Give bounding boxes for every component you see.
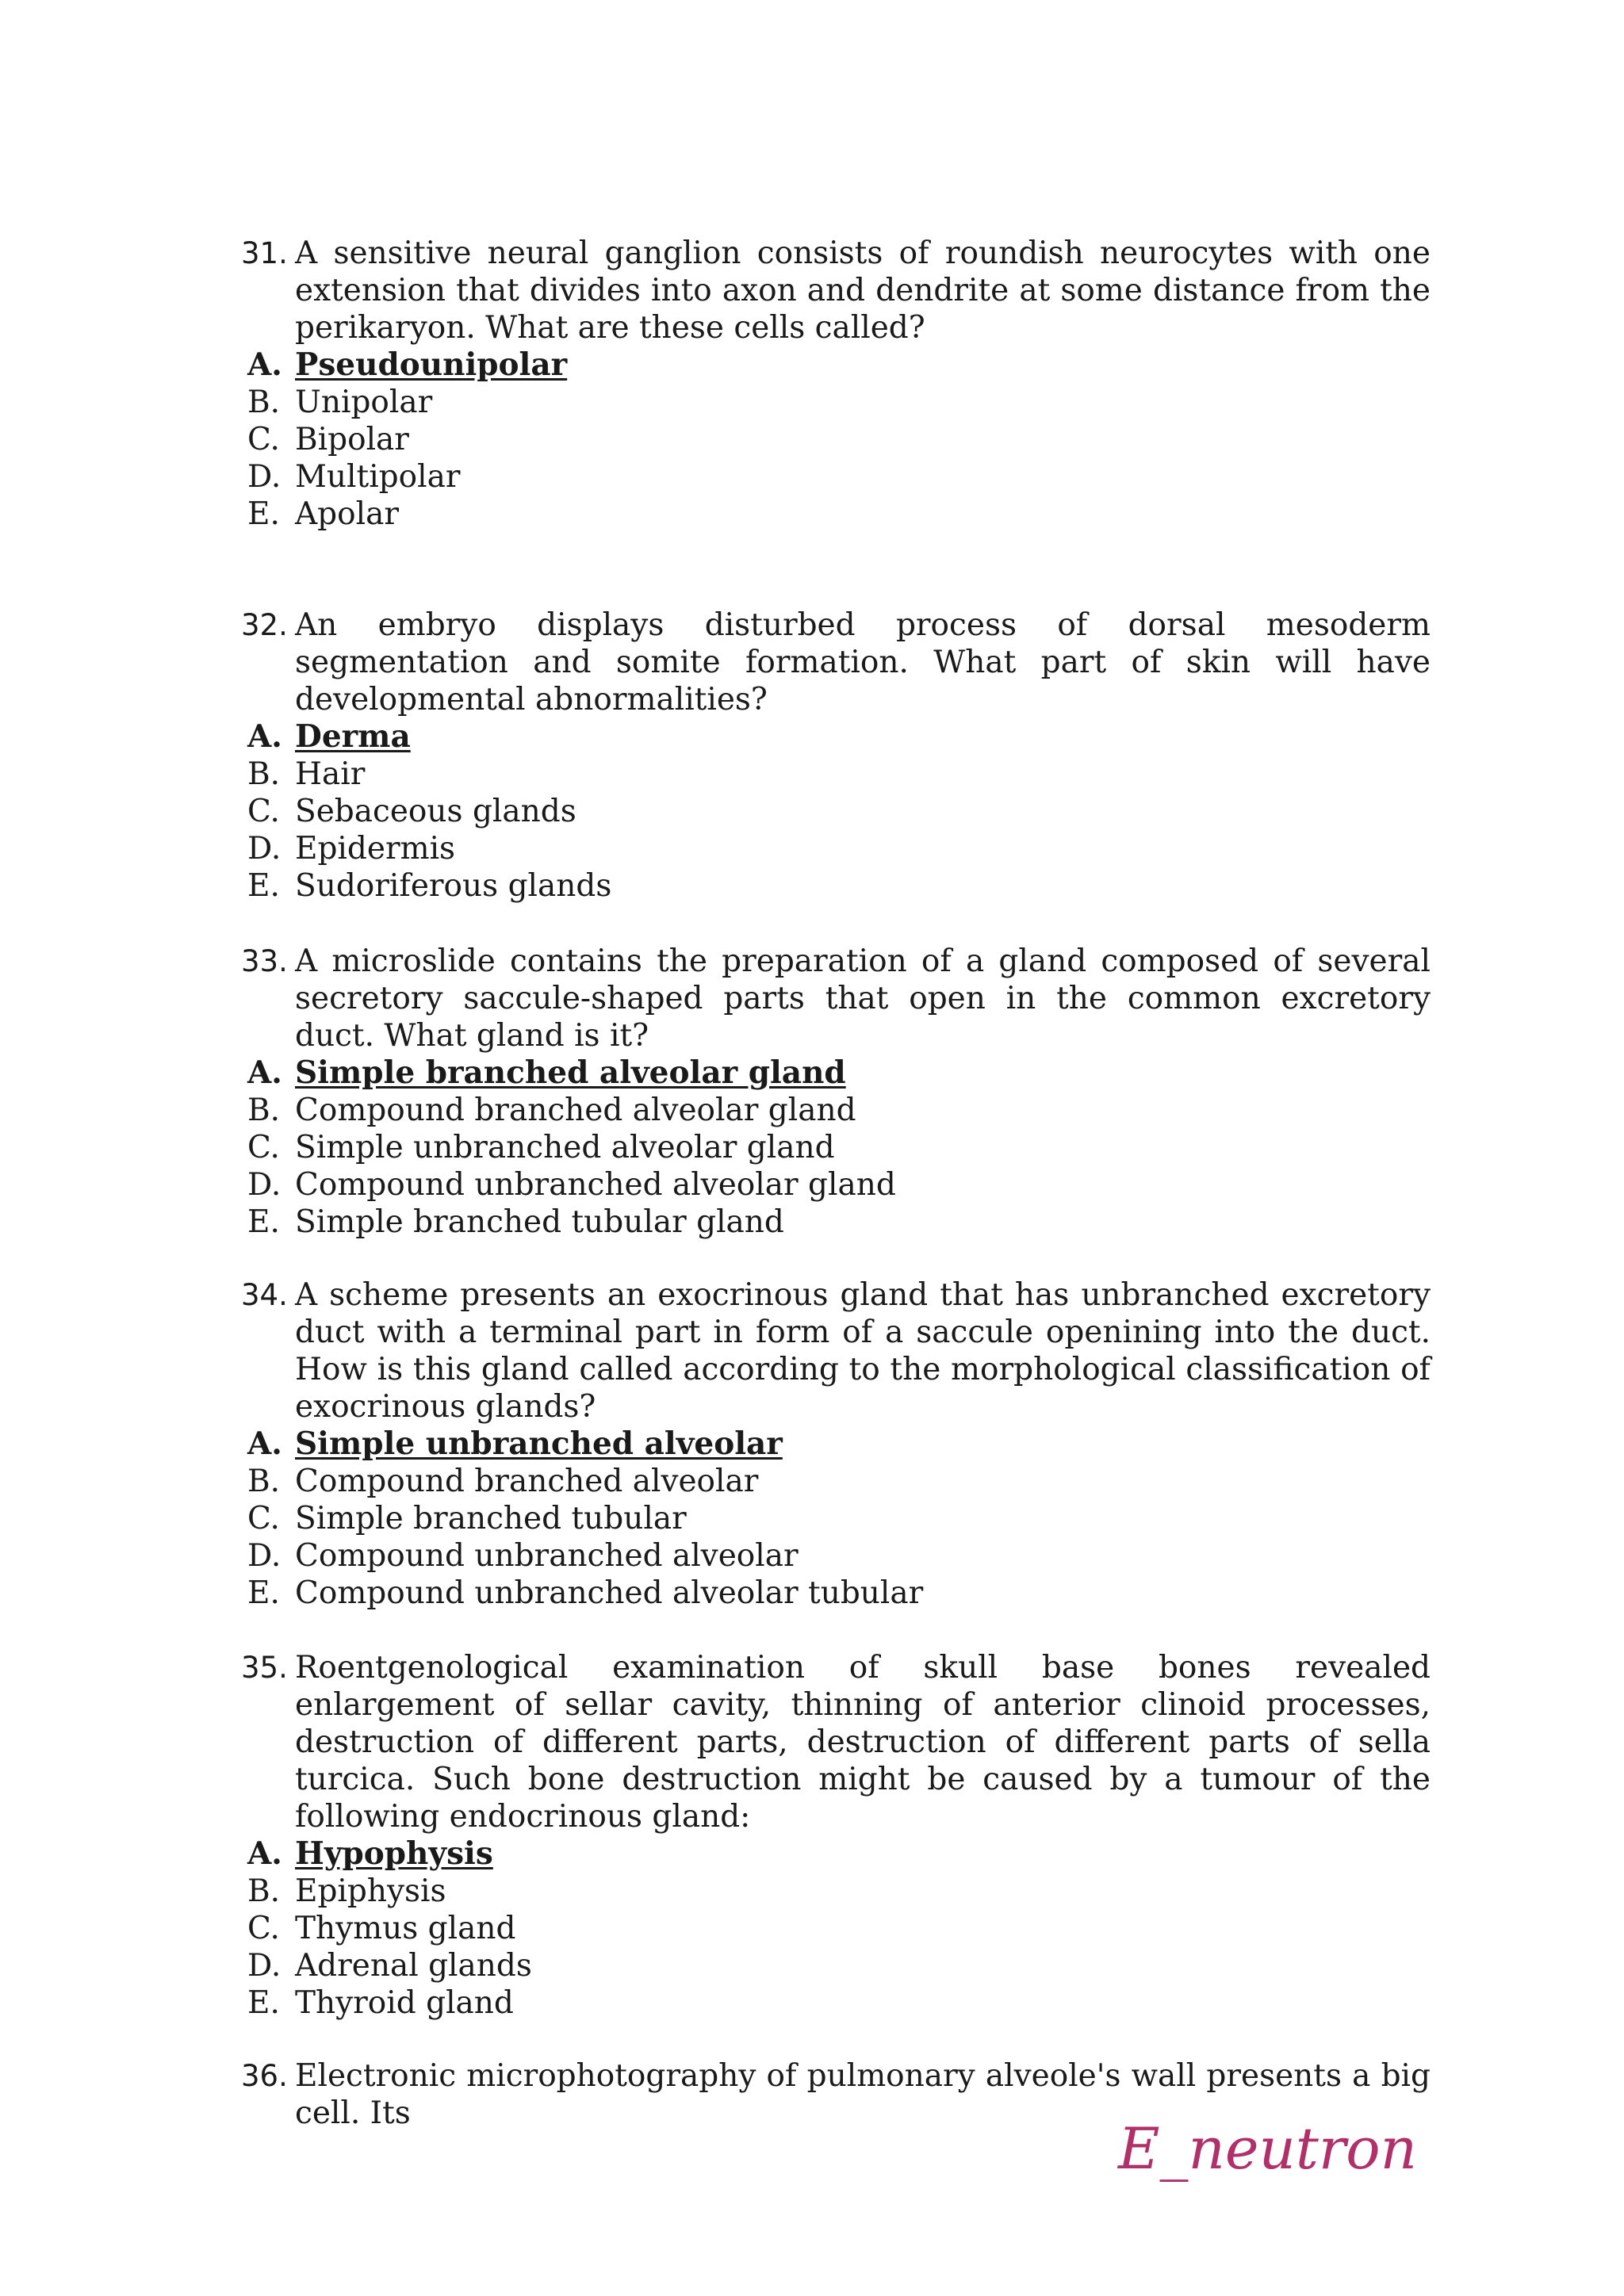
question-number: 36. bbox=[241, 2059, 288, 2093]
option-letter: E. bbox=[247, 496, 280, 532]
question-number: 34. bbox=[241, 1278, 288, 1312]
question-33 bbox=[241, 943, 1431, 1241]
option-letter: D. bbox=[247, 1167, 282, 1203]
question-34 bbox=[241, 1276, 1431, 1612]
answer-option bbox=[241, 1947, 1431, 1984]
option-letter: E. bbox=[247, 868, 280, 904]
option-text: Derma bbox=[295, 718, 411, 755]
question-32 bbox=[241, 607, 1431, 905]
option-text: Simple branched alveolar gland bbox=[295, 1054, 846, 1091]
option-letter: C. bbox=[247, 1130, 280, 1165]
option-letter: C. bbox=[247, 422, 280, 457]
option-text: Apolar bbox=[295, 496, 399, 532]
signature-logo bbox=[1110, 2105, 1443, 2192]
answer-option bbox=[241, 1203, 1431, 1241]
signature-text: E_neutron bbox=[1118, 2115, 1417, 2182]
question-number: 33. bbox=[241, 944, 288, 978]
option-text: Compound branched alveolar gland bbox=[295, 1093, 856, 1128]
option-text: Epidermis bbox=[295, 831, 456, 867]
answer-option bbox=[241, 421, 1431, 458]
question-stem bbox=[241, 607, 1431, 718]
answer-option-correct bbox=[241, 1425, 1431, 1463]
question-number: 31. bbox=[241, 236, 288, 270]
question-stem bbox=[241, 1649, 1431, 1835]
answer-options bbox=[241, 1835, 1431, 2022]
option-letter: A. bbox=[247, 718, 282, 755]
option-text: Adrenal glands bbox=[295, 1948, 532, 1984]
answer-option bbox=[241, 1910, 1431, 1947]
question-31 bbox=[241, 235, 1431, 533]
option-text: Hair bbox=[295, 756, 366, 792]
option-letter: B. bbox=[247, 385, 281, 420]
option-letter: B. bbox=[247, 1093, 281, 1128]
option-text: Compound unbranched alveolar gland bbox=[295, 1167, 896, 1203]
question-text: An embryo displays disturbed process of dorsal mesoderm segmentation and somite formation. What part of skin will have developmental abnormalities? bbox=[295, 607, 1431, 718]
question-35 bbox=[241, 1649, 1431, 2022]
option-letter: B. bbox=[247, 1464, 281, 1499]
option-text: Pseudounipolar bbox=[295, 346, 568, 383]
question-stem bbox=[241, 1276, 1431, 1425]
option-letter: A. bbox=[247, 346, 282, 383]
option-letter: C. bbox=[247, 1501, 280, 1536]
question-stem bbox=[241, 943, 1431, 1054]
answer-option bbox=[241, 793, 1431, 830]
answer-option bbox=[241, 1166, 1431, 1203]
answer-option bbox=[241, 384, 1431, 421]
option-text: Thyroid gland bbox=[295, 1985, 514, 2021]
answer-option bbox=[241, 1537, 1431, 1575]
option-letter: A. bbox=[247, 1835, 282, 1872]
answer-options bbox=[241, 1054, 1431, 1241]
option-letter: A. bbox=[247, 1425, 282, 1462]
question-number: 35. bbox=[241, 1651, 288, 1685]
option-letter: D. bbox=[247, 1948, 282, 1984]
option-letter: E. bbox=[247, 1985, 280, 2021]
question-text: A microslide contains the preparation of a gland composed of several secretory saccule-shaped parts that open in the common excretory duct. What gland is it? bbox=[295, 943, 1431, 1054]
option-text: Epiphysis bbox=[295, 1873, 446, 1909]
option-text: Compound branched alveolar bbox=[295, 1464, 759, 1499]
option-text: Sebaceous glands bbox=[295, 794, 576, 829]
answer-option bbox=[241, 867, 1431, 905]
option-text: Simple branched tubular gland bbox=[295, 1204, 784, 1240]
option-letter: E. bbox=[247, 1204, 280, 1240]
question-text: Electronic microphotography of pulmonary alveole's wall presents a big cell. Its bbox=[295, 2058, 1431, 2131]
answer-option bbox=[241, 1575, 1431, 1612]
answer-option bbox=[241, 1984, 1431, 2022]
answer-option bbox=[241, 1129, 1431, 1166]
option-text: Bipolar bbox=[295, 422, 409, 457]
answer-option bbox=[241, 1092, 1431, 1129]
option-text: Simple unbranched alveolar gland bbox=[295, 1130, 835, 1165]
option-letter: A. bbox=[247, 1054, 282, 1091]
option-letter: D. bbox=[247, 459, 282, 495]
option-letter: C. bbox=[247, 1911, 280, 1946]
option-text: Simple unbranched alveolar bbox=[295, 1425, 783, 1462]
answer-option-correct bbox=[241, 346, 1431, 384]
answer-option-correct bbox=[241, 1054, 1431, 1092]
answer-option bbox=[241, 830, 1431, 867]
option-text: Compound unbranched alveolar tubular bbox=[295, 1575, 924, 1611]
answer-option-correct bbox=[241, 718, 1431, 756]
answer-option bbox=[241, 756, 1431, 793]
option-letter: D. bbox=[247, 1538, 282, 1574]
option-letter: C. bbox=[247, 794, 280, 829]
option-letter: B. bbox=[247, 756, 281, 792]
answer-options bbox=[241, 718, 1431, 905]
question-text: A sensitive neural ganglion consists of roundish neurocytes with one extension that divides into axon and dendrite at some distance from the perikaryon. What are these cells called? bbox=[295, 235, 1431, 346]
option-letter: E. bbox=[247, 1575, 280, 1611]
question-text: A scheme presents an exocrinous gland that has unbranched excretory duct with a terminal part in form of a saccule openining into the duct. How is this gland called according to the morphological classification of exocrinous glands? bbox=[295, 1277, 1431, 1425]
option-letter: B. bbox=[247, 1873, 281, 1909]
question-number: 32. bbox=[241, 608, 288, 642]
option-text: Simple branched tubular bbox=[295, 1501, 687, 1536]
question-stem bbox=[241, 235, 1431, 346]
answer-option bbox=[241, 1463, 1431, 1500]
option-text: Multipolar bbox=[295, 459, 461, 495]
answer-options bbox=[241, 1425, 1431, 1612]
option-text: Hypophysis bbox=[295, 1835, 493, 1872]
answer-option bbox=[241, 1500, 1431, 1537]
answer-option bbox=[241, 1873, 1431, 1910]
question-text: Roentgenological examination of skull base bones revealed enlargement of sellar cavity, thinning of anterior clinoid processes, destruction of different parts, destruction of different parts of sella turcica. Such bone destruction might be caused by a tumour of the following endocrinous gland: bbox=[295, 1650, 1431, 1835]
option-text: Sudoriferous glands bbox=[295, 868, 612, 904]
option-letter: D. bbox=[247, 831, 282, 867]
option-text: Compound unbranched alveolar bbox=[295, 1538, 799, 1574]
answer-option-correct bbox=[241, 1835, 1431, 1873]
option-text: Unipolar bbox=[295, 385, 433, 420]
answer-options bbox=[241, 346, 1431, 533]
answer-option bbox=[241, 496, 1431, 533]
option-text: Thymus gland bbox=[295, 1911, 516, 1946]
answer-option bbox=[241, 458, 1431, 496]
